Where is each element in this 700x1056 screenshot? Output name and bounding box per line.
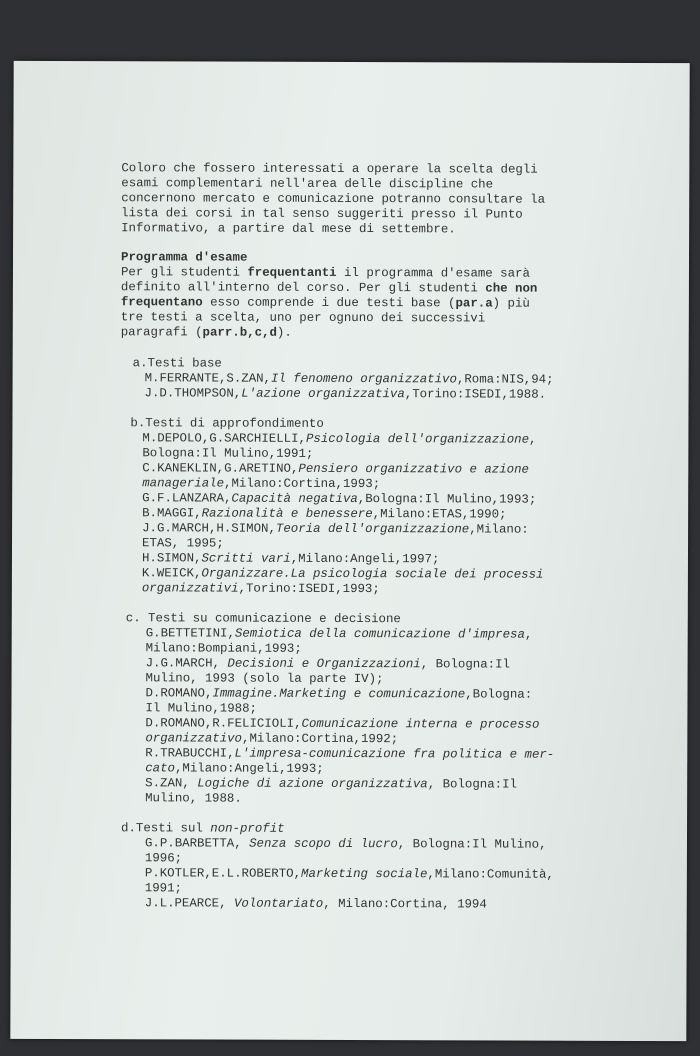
reference: 1991;	[144, 881, 183, 896]
text: R.TRABUCCHI,	[145, 746, 235, 761]
text: ,Milano:ETAS,1990;	[372, 507, 507, 522]
text: ,Bologna:Il Mulino,1993;	[357, 492, 537, 507]
text-italic: non-profit	[210, 821, 285, 836]
reference	[130, 566, 590, 583]
programma-title: Programma d'esame	[120, 250, 248, 265]
intro-line: concernono mercato e comunicazione potranno consultare la	[121, 191, 546, 207]
text: ,Milano:Cortina,1992;	[241, 731, 399, 747]
reference	[131, 716, 589, 733]
reference: Il Mulino,1988;	[145, 701, 258, 716]
text: S.ZAN,	[145, 776, 198, 791]
section-d	[121, 821, 589, 913]
reference: 1996;	[144, 851, 183, 866]
section-d-title	[121, 821, 589, 838]
reference: Bologna:Il Mulino,1991;	[142, 446, 314, 461]
text: D.ROMANO,	[145, 686, 213, 701]
text: M.DEPOLO,G.SARCHIELLI,	[142, 431, 307, 446]
text: definito all'interno del corso. Per gli studenti	[120, 280, 486, 296]
text-italic: Senza scopo di lucro	[249, 836, 398, 852]
document-body	[119, 161, 592, 913]
reference	[130, 581, 590, 598]
reference	[131, 761, 589, 778]
text: J.L.PEARCE,	[144, 896, 235, 911]
paper-sheet	[10, 61, 689, 1041]
programma-line	[121, 265, 591, 282]
text-bold: par.a	[455, 296, 493, 311]
text: , Bologna:Il Mulino,	[397, 837, 547, 852]
reference	[131, 896, 589, 913]
reference	[131, 746, 589, 763]
reference	[131, 686, 589, 703]
reference	[132, 656, 590, 673]
text: K.WEICK,	[141, 566, 202, 581]
intro-line: Informativo, a partire dal mese di settembre.	[121, 221, 456, 237]
reference	[130, 476, 590, 493]
text: , Bologna:Il	[420, 657, 510, 672]
reference	[130, 491, 590, 508]
text-bold: che non	[485, 281, 538, 296]
text-italic: cato	[145, 761, 176, 776]
text: ,Torino:ISEDI,1988.	[404, 387, 547, 402]
text: ,Milano:Cortina,1993;	[224, 476, 381, 492]
text: esso comprende i due testi base (	[202, 295, 456, 311]
intro-paragraph	[121, 161, 591, 238]
text-italic: Psicologia dell'organizzazione	[305, 431, 530, 447]
reference: Milano:Bompiani,1993;	[145, 641, 302, 656]
text-italic: Logiche di azione organizzativa	[197, 776, 428, 792]
reference: ETAS, 1995;	[142, 536, 224, 551]
reference	[133, 371, 591, 388]
text-italic: Semiotica della comunicazione d'impresa	[234, 626, 525, 642]
text: J.D.THOMPSON,	[144, 386, 242, 401]
reference	[131, 731, 589, 748]
reference	[131, 866, 589, 883]
text: , Milano:Cortina, 1994	[323, 896, 487, 912]
text-bold: frequentano	[120, 295, 203, 310]
reference: Mulino, 1988.	[145, 791, 242, 806]
text-italic: L'azione organizzativa	[241, 386, 405, 402]
section-b-title: b.Testi di approfondimento	[130, 416, 324, 431]
section-a-title: a.Testi base	[132, 356, 222, 371]
reference	[132, 626, 590, 643]
text-italic: L'impresa-comunicazione fra politica e mer-	[234, 746, 555, 762]
text: G.F.LANZARA,	[142, 491, 232, 506]
reference	[130, 521, 590, 538]
programma-section	[121, 250, 591, 342]
text: , Bologna:Il	[427, 777, 518, 792]
text: ,	[529, 432, 537, 447]
reference: Mulino, 1993 (solo la parte IV);	[145, 671, 384, 687]
text: M.FERRANTE,S.ZAN,	[144, 371, 272, 386]
section-a	[133, 356, 591, 403]
text: il programma d'esame sarà	[336, 265, 530, 281]
programma-line: tre testi a scelta, uno per ognuno dei successivi	[120, 310, 486, 326]
intro-line: esami complementari nell'area delle discipline che	[121, 176, 494, 192]
text: ,Roma:NIS,94;	[456, 372, 554, 387]
text: ,Milano:Angeli,1993;	[174, 761, 324, 776]
reference	[133, 386, 591, 403]
section-b	[130, 416, 591, 598]
text: ,Bologna:	[465, 687, 533, 702]
reference	[130, 506, 590, 523]
text: ).	[276, 325, 292, 340]
text-italic: manageriale	[142, 476, 225, 491]
text: J.G.MARCH,	[145, 656, 228, 671]
programma-line	[121, 325, 591, 342]
text: H.SIMON,	[141, 551, 202, 566]
text-italic: organizzativi	[141, 581, 239, 596]
text: ,Milano:Comunità,	[427, 867, 554, 882]
text: J.G.MARCH,H.SIMON,	[142, 521, 276, 536]
programma-line	[121, 280, 591, 297]
text-italic: organizzativo	[145, 731, 243, 746]
text: ,	[524, 627, 533, 642]
text: Per gli studenti	[120, 265, 248, 280]
text: D.ROMANO,R.FELICIOLI,	[145, 716, 302, 731]
text: d.Testi sul	[121, 821, 211, 836]
text-italic: Decisioni e Organizzazioni	[227, 656, 421, 672]
reference	[131, 836, 589, 853]
text-bold: parr.b,c,d	[202, 325, 277, 340]
programma-line	[121, 295, 591, 312]
text-italic: Teoria dell'organizzazione	[275, 521, 470, 537]
text: paragrafi (	[120, 325, 203, 340]
reference	[130, 461, 590, 478]
text-italic: Razionalità e benessere	[201, 506, 373, 522]
text: P.KOTLER,E.L.ROBERTO,	[144, 866, 302, 881]
text-italic: Pensiero organizzativo e azione	[298, 461, 529, 477]
text-italic: Comunicazione interna e processo	[301, 716, 540, 732]
reference	[130, 551, 590, 568]
reference	[130, 431, 590, 448]
text-italic: Volontariato	[233, 896, 324, 911]
text: B.MAGGI,	[142, 506, 202, 521]
text-italic: Il fenomeno organizzativo	[270, 371, 457, 387]
text: ,Milano:	[469, 522, 529, 537]
text-bold: frequentanti	[247, 265, 337, 280]
intro-line: lista dei corsi in tal senso suggeriti presso il Punto	[121, 206, 523, 222]
text-italic: Organizzare.La psicologia sociale dei processi	[201, 566, 544, 582]
text-italic: Marketing sociale	[301, 866, 428, 882]
text: ,Torino:ISEDI,1993;	[238, 581, 380, 597]
section-c-title: c. Testi su comunicazione e decisione	[125, 611, 401, 627]
text-italic: Capacità negativa	[231, 491, 358, 507]
reference	[131, 776, 589, 793]
text: ,Milano:Angeli,1997;	[290, 551, 440, 567]
intro-line: Coloro che fossero interessati a operare la scelta degli	[121, 161, 538, 177]
text: C.KANEKLIN,G.ARETINO,	[142, 461, 299, 476]
text: ) più	[492, 296, 530, 311]
section-c	[125, 611, 590, 808]
text-italic: Scritti vari	[201, 551, 291, 566]
text: G.P.BARBETTA,	[144, 836, 250, 851]
text-italic: Immagine.Marketing e comunicazione	[212, 686, 466, 702]
text: G.BETTETINI,	[145, 626, 235, 641]
